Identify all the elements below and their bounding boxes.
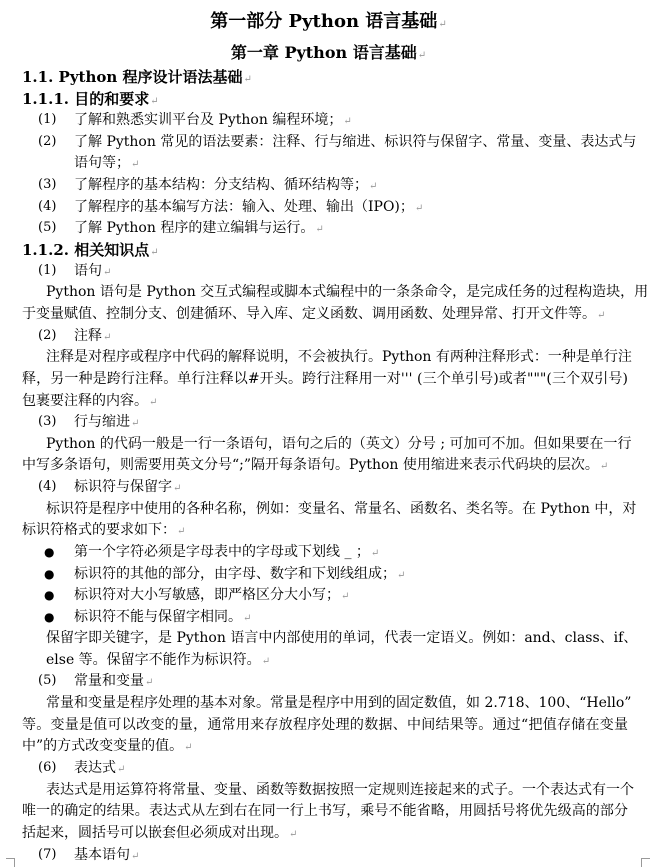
bullet-item: 标识符对大小写敏感，即严格区分大小写； ↵ [74,585,349,607]
chapter-title: 第一章 Python 语言基础 ↵ [0,43,657,66]
list-item-continued: 语句等； ↵ [74,153,139,175]
paragraph-line: 标识符是程序中使用的各种名称，例如：变量名、常量名、函数名、类名等。在 Python 中，对 [46,501,637,517]
bullet-icon: ● [44,545,55,559]
topic-number: (6) [38,760,57,775]
bullet-item: 标识符的其他的部分，由字母、数字和下划线组成； ↵ [74,564,405,586]
list-number: (4) [38,199,57,214]
paragraph-line: 等。变量是值可以改变的量，通常用来存放程序处理的数据、中间结果等。通过“把值存储在变量 [22,717,628,733]
topic-number: (5) [38,673,57,688]
section-heading-1-1-1: 1.1.1. 目的和要求 ↵ [22,89,628,112]
paragraph-line: 括起来，圆括号可以嵌套但必须成对出现。 ↵ [22,823,628,845]
page-corner-mark [641,858,650,867]
list-number: (1) [38,112,57,127]
topic-number: (1) [38,263,57,278]
paragraph-line: 唯一的确定的结果。表达式从左到右在同一行上书写，乘号不能省略，用圆括号将优先级高的部分 [22,803,628,819]
list-number: (3) [38,177,57,192]
topic-title: 语句 ↵ [74,261,111,283]
paragraph-line: 释，另一种是跨行注释。单行注释以#开头。跨行注释用一对''' (三个单引号)或者"""(三个双引号) [22,371,628,387]
paragraph-line: Python 的代码一般是一行一条语句，语句之后的（英文）分号 ; 可加可不加。但如果要在一行 [46,436,632,452]
paragraph-line: 中”的方式改变变量的值。 ↵ [22,736,628,758]
topic-title: 表达式 ↵ [74,758,125,780]
paragraph-line: Python 语句是 Python 交互式编程或脚本式编程中的一条条命令，是完成任务的过程构造块，用 [46,284,649,300]
topic-number: (2) [38,328,57,343]
topic-title: 行与缩进 ↵ [74,412,139,434]
paragraph-line: 标识符格式的要求如下： ↵ [22,520,628,542]
paragraph-line: 包裹要注释的内容。 ↵ [22,391,628,413]
list-item: 了解程序的基本结构：分支结构、循环结构等； ↵ [74,175,377,197]
topic-number: (4) [38,479,57,494]
topic-title: 常量和变量 ↵ [74,671,153,693]
list-item: 了解 Python 程序的建立编辑与运行。 ↵ [74,218,324,240]
topic-title: 标识符与保留字 ↵ [74,477,181,499]
list-item: 了解 Python 常见的语法要素：注释、行与缩进、标识符与保留字、常量、变量、表达式与 [74,134,637,150]
section-heading-1-1: 1.1. Python 程序设计语法基础 ↵ [22,67,628,90]
bullet-icon: ● [44,610,55,624]
topic-number: (7) [38,847,57,862]
section-heading-1-1-2: 1.1.2. 相关知识点 ↵ [22,240,628,263]
part-title: 第一部分 Python 语言基础 ↵ [0,12,657,35]
bullet-icon: ● [44,588,55,602]
paragraph-line: 于变量赋值、控制分支、创建循环、导入库、定义函数、调用函数、处理异常、打开文件等。 ↵ [22,304,628,326]
bullet-item: 第一个字符必须是字母表中的字母或下划线 _ ； ↵ [74,542,379,564]
paragraph-line: 表达式是用运算符将常量、变量、函数等数据按照一定规则连接起来的式子。一个表达式有一个 [46,782,634,798]
list-item: 了解和熟悉实训平台及 Python 编程环境； ↵ [74,110,352,132]
list-number: (2) [38,134,57,149]
list-item: 了解程序的基本编写方法：输入、处理、输出（IPO)； ↵ [74,197,423,219]
paragraph-line: 常量和变量是程序处理的基本对象。常量是程序中用到的固定数值，如 2.718、100、“Hello” [46,695,632,711]
list-number: (5) [38,220,57,235]
bullet-icon: ● [44,567,55,581]
topic-title: 基本语句 ↵ [74,845,139,867]
bullet-item: 标识符不能与保留字相同。 ↵ [74,607,251,629]
page-corner-mark [6,858,15,867]
topic-number: (3) [38,414,57,429]
paragraph-line: 中写多条语句，则需要用英文分号“;”隔开每条语句。Python 使用缩进来表示代码块的层次。 ↵ [22,455,628,477]
topic-title: 注释 ↵ [74,326,111,348]
paragraph-line: else 等。保留字不能作为标识符。 ↵ [46,650,628,672]
paragraph-line: 保留字即关键字，是 Python 语言中内部使用的单词，代表一定语义。例如：and、class、if、 [46,630,638,646]
paragraph-line: 注释是对程序或程序中代码的解释说明，不会被执行。Python 有两种注释形式：一种是单行注 [46,349,632,365]
